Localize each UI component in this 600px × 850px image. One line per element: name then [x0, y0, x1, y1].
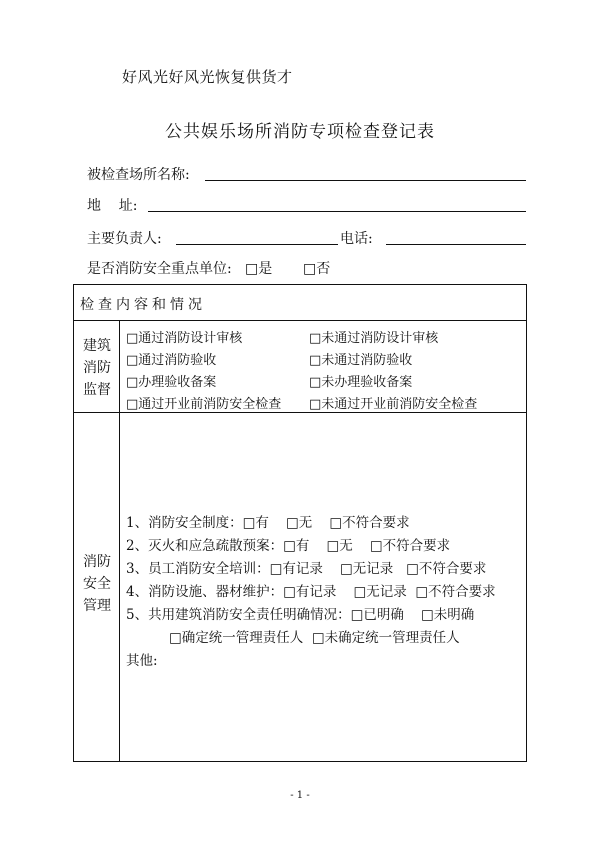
design-review-passed-checkbox[interactable]: □通过消防设计审核 [126, 331, 243, 346]
address-label: 地 址: [87, 198, 138, 214]
mgmt-item-other: 其他: [126, 653, 158, 669]
page-number: - 1 - [290, 790, 310, 801]
acceptance-passed-checkbox[interactable]: □通过消防验收 [126, 353, 217, 368]
phone-field[interactable] [386, 244, 526, 245]
table-header: 检查内容和情况 [80, 297, 206, 313]
address-field[interactable] [148, 211, 526, 212]
filing-done-checkbox[interactable]: □办理验收备案 [126, 375, 217, 390]
pre-opening-passed-checkbox[interactable]: □通过开业前消防安全检查 [126, 397, 282, 412]
mgmt-item-responsibility[interactable]: 5、共用建筑消防安全责任明确情况：□已明确 □未明确 [126, 607, 475, 623]
pre-opening-failed-checkbox[interactable]: □未通过开业前消防安全检查 [309, 397, 478, 412]
header-note: 好风光好风光恢复供货才 [122, 68, 293, 86]
table-header-row [74, 285, 526, 321]
manager-label: 主要负责人: [87, 231, 162, 247]
mgmt-category-label: 消防 安全 管理 [83, 554, 111, 614]
building-supervision-row [74, 321, 526, 413]
key-unit-label: 是否消防安全重点单位: [87, 261, 232, 277]
building-category-label: 建筑 消防 监督 [83, 338, 111, 398]
filing-not-done-checkbox[interactable]: □未办理验收备案 [309, 375, 413, 390]
fire-safety-management-row [74, 413, 526, 761]
manager-field[interactable] [176, 244, 338, 245]
key-unit-yes-checkbox[interactable]: □是 [245, 261, 273, 277]
inspection-table [73, 284, 527, 762]
venue-name-field[interactable] [205, 180, 526, 181]
mgmt-item-responsible-person[interactable]: □确定统一管理责任人 □未确定统一管理责任人 [169, 630, 460, 646]
mgmt-item-equipment-maintenance[interactable]: 4、消防设施、器材维护：□有记录 □无记录 □不符合要求 [126, 584, 496, 600]
form-title: 公共娱乐场所消防专项检查登记表 [165, 122, 435, 142]
phone-label: 电话: [340, 231, 373, 247]
key-unit-no-checkbox[interactable]: □否 [303, 261, 331, 277]
venue-name-label: 被检查场所名称: [87, 167, 190, 183]
design-review-failed-checkbox[interactable]: □未通过消防设计审核 [309, 331, 439, 346]
mgmt-item-staff-training[interactable]: 3、员工消防安全培训：□有记录 □无记录 □不符合要求 [126, 561, 487, 577]
mgmt-item-safety-rules[interactable]: 1、消防安全制度：□有 □无 □不符合要求 [126, 515, 410, 531]
mgmt-category-cell [74, 413, 120, 761]
acceptance-failed-checkbox[interactable]: □未通过消防验收 [309, 353, 413, 368]
mgmt-item-emergency-plan[interactable]: 2、灭火和应急疏散预案：□有 □无 □不符合要求 [126, 538, 451, 554]
building-category-cell [74, 321, 120, 412]
